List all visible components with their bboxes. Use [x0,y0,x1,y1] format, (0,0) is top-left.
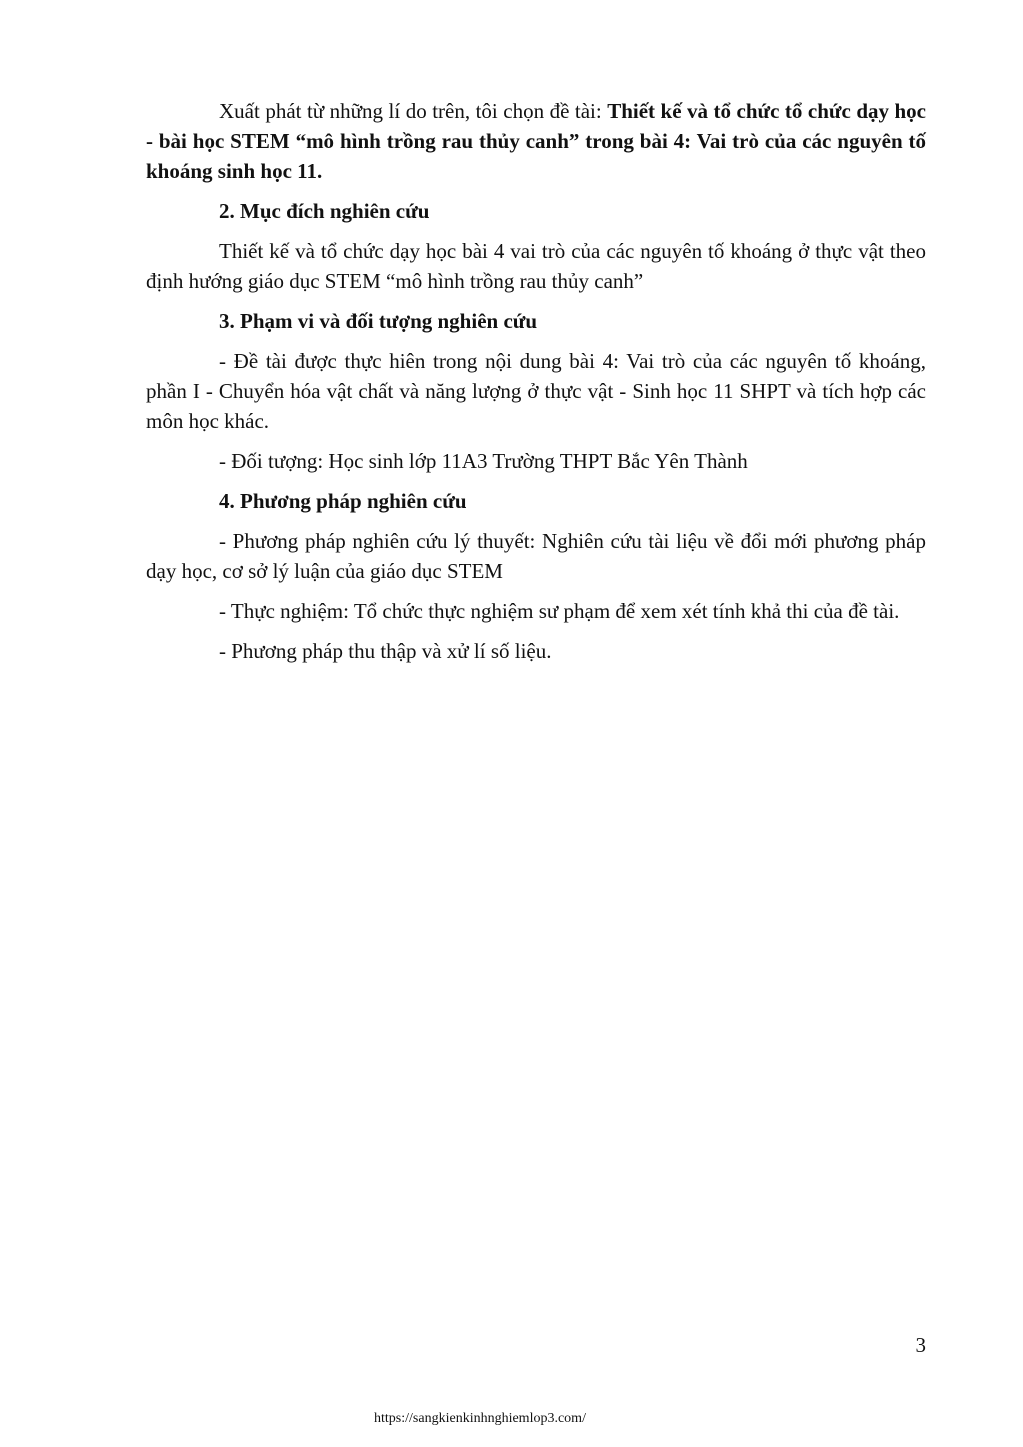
section-4-theory-method-item: - Phương pháp nghiên cứu lý thuyết: Nghiên cứu tài liệu về đổi mới phương pháp dạy học, cơ sở lý luận của giáo dục STEM [146,529,926,583]
section-3-subject-item: - Đối tượng: Học sinh lớp 11A3 Trường THPT Bắc Yên Thành [219,449,748,473]
page-body [146,96,926,676]
section-4-data-method-item: - Phương pháp thu thập và xử lí số liệu. [219,639,552,663]
section-4-heading: 4. Phương pháp nghiên cứu [219,489,467,513]
section-3-scope-item: - Đề tài được thực hiên trong nội dung bài 4: Vai trò của các nguyên tố khoáng, phần I - Chuyển hóa vật chất và năng lượng ở thực vật - Sinh học 11 SHPT và tích hợp các môn học khác. [146,349,926,433]
footer-url-link[interactable]: https://sangkienkinhnghiemlop3.com/ [374,1411,586,1426]
section-4-experiment-item: - Thực nghiệm: Tổ chức thực nghiệm sư phạm để xem xét tính khả thi của đề tài. [219,599,900,623]
intro-lead-text: Xuất phát từ những lí do trên, tôi chọn đề tài: [219,99,608,123]
section-2-body: Thiết kế và tổ chức dạy học bài 4 vai trò của các nguyên tố khoáng ở thực vật theo định hướng giáo dục STEM “mô hình trồng rau thủy canh” [146,239,926,293]
section-2-heading: 2. Mục đích nghiên cứu [219,199,430,223]
page-number: 3 [915,1333,926,1357]
section-3-heading: 3. Phạm vi và đối tượng nghiên cứu [219,309,538,333]
thesis-title: Thiết kế và tổ chức tổ chức dạy học - bài học STEM “mô hình trồng rau thủy canh” trong bài 4: Vai trò của các nguyên tố khoáng sinh học 11. [146,99,926,183]
intro-paragraph [146,96,926,186]
